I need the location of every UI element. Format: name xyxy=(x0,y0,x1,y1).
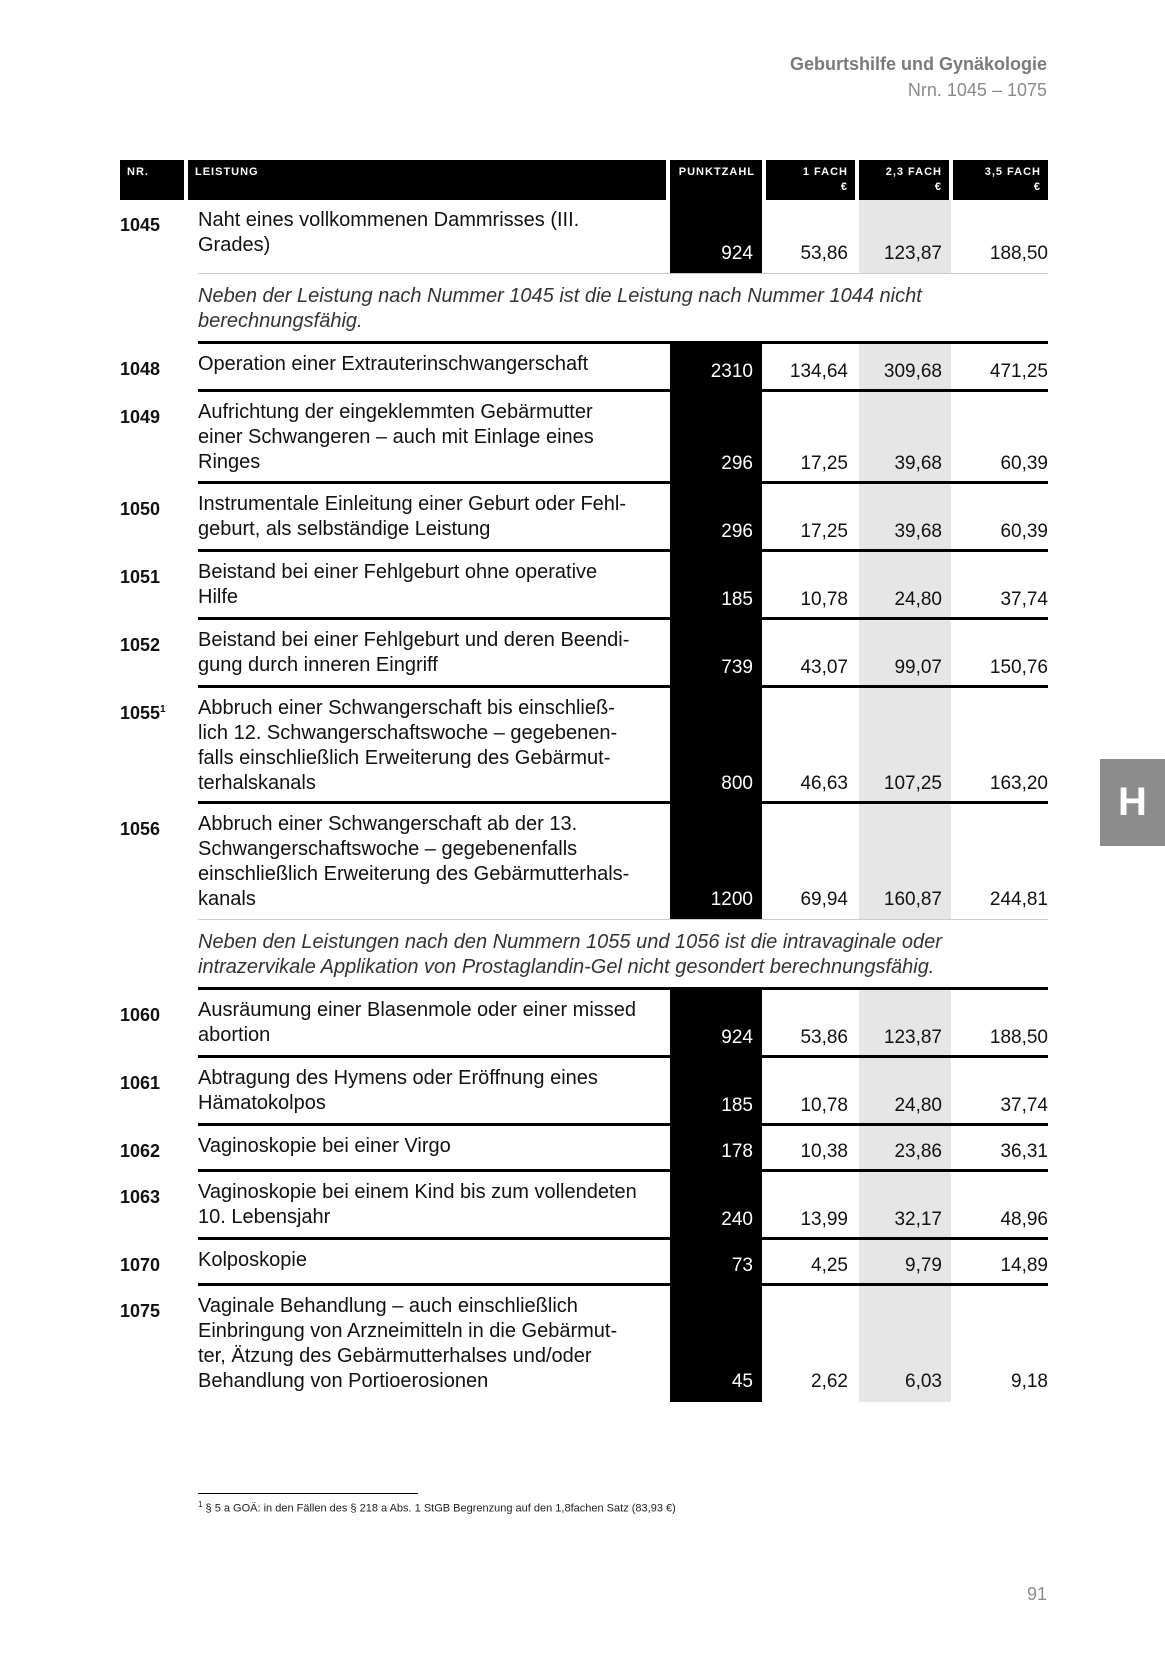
row-number xyxy=(120,814,160,841)
row-leistung: Naht eines vollkommenen Dammrisses (III. Grades) xyxy=(198,209,580,256)
row-35fach: 36,31 xyxy=(1000,1141,1048,1162)
col-1fach-label: 1 FACH xyxy=(802,166,848,178)
col-1fach-header xyxy=(766,160,855,200)
row-1fach: 46,63 xyxy=(800,773,848,794)
row-leistung: Vaginale Behandlung – auch einschließlich Einbringung von Arzneimitteln in die Gebärmut-ter, Ätzung des Gebärmutterhalses und/oder Behandlung von Portioerosionen xyxy=(198,1295,618,1392)
row-leistung: Vaginoskopie bei einem Kind bis zum vollendeten 10. Lebensjahr xyxy=(198,1181,637,1228)
col-1fach-currency: € xyxy=(840,181,848,193)
row-leistung: Instrumentale Einleitung einer Geburt oder Fehl-geburt, als selbständige Leistung xyxy=(198,493,627,540)
row-35fach: 37,74 xyxy=(1000,1095,1048,1116)
row-35fach: 163,20 xyxy=(989,773,1048,794)
table-row xyxy=(120,484,1048,552)
row-number-value: 1045 xyxy=(120,215,161,235)
table-row xyxy=(120,1240,1048,1286)
note-text: Neben den Leistungen nach den Nummern 1055 und 1056 ist die intravaginale oder intrazervikale Applikation von Prostaglandin-Gel nicht gesondert berechnungsfähig. xyxy=(198,931,942,978)
row-number xyxy=(120,494,160,521)
col-punktzahl-header: PUNKTZAHL xyxy=(670,160,762,200)
table-row xyxy=(120,392,1048,484)
row-number-value: 1052 xyxy=(120,635,161,655)
table-row xyxy=(120,1172,1048,1240)
row-number xyxy=(120,562,160,589)
section-tab: H xyxy=(1100,759,1165,846)
row-number xyxy=(120,630,160,657)
col-23fach-currency: € xyxy=(934,181,942,193)
row-punktzahl: 73 xyxy=(731,1255,753,1276)
note-row xyxy=(120,920,1048,990)
row-number xyxy=(120,210,160,237)
row-number-value: 1060 xyxy=(120,1005,161,1025)
row-23fach: 23,86 xyxy=(894,1141,942,1162)
row-35fach: 471,25 xyxy=(989,361,1048,382)
col-leistung-header: LEISTUNG xyxy=(188,160,666,200)
row-1fach: 53,86 xyxy=(800,243,848,264)
note-row xyxy=(120,274,1048,344)
header-range: Nrn. 1045 – 1075 xyxy=(907,80,1047,100)
row-number-value: 1056 xyxy=(120,819,161,839)
row-23fach: 6,03 xyxy=(905,1371,942,1392)
table-row xyxy=(120,200,1048,274)
row-leistung: Beistand bei einer Fehlgeburt und deren Beendi-gung durch inneren Eingriff xyxy=(198,629,630,676)
row-number xyxy=(120,1296,160,1323)
table-row xyxy=(120,990,1048,1058)
row-leistung: Kolposkopie xyxy=(198,1249,307,1271)
col-23fach-label: 2,3 FACH xyxy=(885,166,942,178)
row-number xyxy=(120,1182,160,1209)
row-1fach: 17,25 xyxy=(800,521,848,542)
row-number xyxy=(120,402,160,429)
row-1fach: 53,86 xyxy=(800,1027,848,1048)
row-35fach: 60,39 xyxy=(1000,521,1048,542)
row-leistung: Vaginoskopie bei einer Virgo xyxy=(198,1135,451,1157)
row-punktzahl: 800 xyxy=(721,773,753,794)
col-23fach-header xyxy=(859,160,949,200)
row-1fach: 10,38 xyxy=(800,1141,848,1162)
row-23fach: 24,80 xyxy=(894,1095,942,1116)
row-number-value: 1070 xyxy=(120,1255,161,1275)
row-number-value: 1049 xyxy=(120,407,161,427)
footnote xyxy=(198,1500,676,1515)
row-number xyxy=(120,698,166,725)
row-number-value: 1063 xyxy=(120,1187,161,1207)
row-number xyxy=(120,354,160,381)
row-number xyxy=(120,1136,160,1163)
row-punktzahl: 45 xyxy=(731,1371,753,1392)
row-punktzahl: 2310 xyxy=(710,361,753,382)
row-1fach: 2,62 xyxy=(811,1371,848,1392)
row-footnote-marker: 1 xyxy=(160,704,166,715)
row-leistung: Aufrichtung der eingeklemmten Gebärmutter einer Schwangeren – auch mit Einlage eines Ringes xyxy=(198,401,594,473)
row-23fach: 39,68 xyxy=(894,453,942,474)
row-1fach: 43,07 xyxy=(800,657,848,678)
row-number-value: 1051 xyxy=(120,567,161,587)
table-header xyxy=(120,160,1048,200)
table-row xyxy=(120,1286,1048,1402)
row-23fach: 160,87 xyxy=(883,889,942,910)
row-leistung: Abbruch einer Schwangerschaft ab der 13. Schwangerschaftswoche – gegebenenfalls einschließlich Erweiterung des Gebärmutterhals-kanals xyxy=(198,813,630,910)
row-leistung: Abtragung des Hymens oder Eröffnung eines Hämatokolpos xyxy=(198,1067,598,1114)
row-punktzahl: 1200 xyxy=(710,889,753,910)
col-35fach-header xyxy=(953,160,1048,200)
row-1fach: 10,78 xyxy=(800,1095,848,1116)
row-punktzahl: 296 xyxy=(721,453,753,474)
table-row xyxy=(120,620,1048,688)
row-number-value: 1048 xyxy=(120,359,161,379)
row-23fach: 39,68 xyxy=(894,521,942,542)
row-leistung: Beistand bei einer Fehlgeburt ohne operative Hilfe xyxy=(198,561,598,608)
table-row xyxy=(120,804,1048,920)
row-leistung: Ausräumung einer Blasenmole oder einer missed abortion xyxy=(198,999,637,1046)
col-nr-header: NR. xyxy=(120,160,184,200)
row-number-value: 1055 xyxy=(120,703,161,723)
row-number-value: 1050 xyxy=(120,499,161,519)
row-23fach: 32,17 xyxy=(894,1209,942,1230)
row-35fach: 14,89 xyxy=(1000,1255,1048,1276)
footnote-rule xyxy=(198,1493,418,1494)
row-1fach: 10,78 xyxy=(800,589,848,610)
fee-table xyxy=(120,160,1048,1402)
row-number xyxy=(120,1068,160,1095)
row-number-value: 1061 xyxy=(120,1073,161,1093)
row-23fach: 309,68 xyxy=(883,361,942,382)
row-35fach: 150,76 xyxy=(989,657,1048,678)
table-row xyxy=(120,552,1048,620)
row-number-value: 1062 xyxy=(120,1141,161,1161)
row-35fach: 244,81 xyxy=(989,889,1048,910)
row-23fach: 107,25 xyxy=(883,773,942,794)
table-row xyxy=(120,688,1048,804)
row-35fach: 188,50 xyxy=(989,243,1048,264)
row-number-value: 1075 xyxy=(120,1301,161,1321)
row-35fach: 37,74 xyxy=(1000,589,1048,610)
row-1fach: 13,99 xyxy=(800,1209,848,1230)
table-row xyxy=(120,344,1048,392)
row-23fach: 99,07 xyxy=(894,657,942,678)
col-35fach-label: 3,5 FACH xyxy=(984,166,1041,178)
row-23fach: 24,80 xyxy=(894,589,942,610)
header-title: Geburtshilfe und Gynäkologie xyxy=(789,54,1047,74)
row-punktzahl: 240 xyxy=(721,1209,753,1230)
row-35fach: 9,18 xyxy=(1011,1371,1048,1392)
row-35fach: 48,96 xyxy=(1000,1209,1048,1230)
row-1fach: 134,64 xyxy=(789,361,848,382)
row-1fach: 4,25 xyxy=(811,1255,848,1276)
row-leistung: Operation einer Extrauterinschwangerschaft xyxy=(198,353,589,375)
footnote-marker: 1 xyxy=(198,1500,203,1509)
row-punktzahl: 739 xyxy=(721,657,753,678)
table-body xyxy=(120,200,1048,1402)
row-35fach: 188,50 xyxy=(989,1027,1048,1048)
row-number xyxy=(120,1250,160,1277)
row-1fach: 17,25 xyxy=(800,453,848,474)
note-text: Neben der Leistung nach Nummer 1045 ist die Leistung nach Nummer 1044 nicht berechnungsfähig. xyxy=(198,285,922,332)
row-punktzahl: 296 xyxy=(721,521,753,542)
row-punktzahl: 185 xyxy=(721,589,753,610)
row-23fach: 123,87 xyxy=(883,1027,942,1048)
row-punktzahl: 924 xyxy=(721,1027,753,1048)
row-punktzahl: 178 xyxy=(721,1141,753,1162)
row-1fach: 69,94 xyxy=(800,889,848,910)
row-35fach: 60,39 xyxy=(1000,453,1048,474)
row-leistung: Abbruch einer Schwangerschaft bis einschließ-lich 12. Schwangerschaftswoche – gegebenen-falls einschließlich Erweiterung des Gebärmut-terhalskanals xyxy=(198,697,618,794)
col-35fach-currency: € xyxy=(1033,181,1041,193)
page-number: 91 xyxy=(1026,1584,1047,1604)
table-row xyxy=(120,1126,1048,1172)
row-number xyxy=(120,1000,160,1027)
table-row xyxy=(120,1058,1048,1126)
row-punktzahl: 185 xyxy=(721,1095,753,1116)
row-23fach: 123,87 xyxy=(883,243,942,264)
footnote-text: § 5 a GOÄ: in den Fällen des § 218 a Abs. 1 StGB Begrenzung auf den 1,8fachen Satz (83,93 €) xyxy=(205,1502,676,1515)
row-23fach: 9,79 xyxy=(905,1255,942,1276)
row-punktzahl: 924 xyxy=(721,243,753,264)
